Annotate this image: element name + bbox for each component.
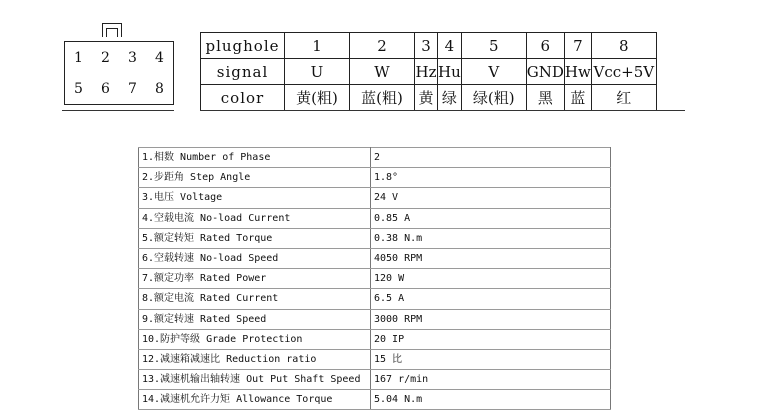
plughole-cell: 1 (285, 33, 350, 59)
plughole-row (201, 33, 657, 59)
spec-row (139, 269, 611, 289)
color-cell: 黄(粗) (285, 85, 350, 111)
spec-param: 12.减速箱减速比 Reduction ratio (139, 349, 371, 369)
spec-param: 1.相数 Number of Phase (139, 148, 371, 168)
row-header-color: color (201, 85, 285, 111)
spec-value: 6.5 A (371, 289, 611, 309)
connector-diagram (62, 20, 175, 112)
connector-pin: 3 (128, 49, 137, 66)
spec-param: 14.减速机允许力矩 Allowance Torque (139, 390, 371, 410)
spec-row (139, 228, 611, 248)
plughole-cell: 5 (461, 33, 526, 59)
spec-row (139, 309, 611, 329)
spec-param: 9.额定转速 Rated Speed (139, 309, 371, 329)
connector-pin: 6 (101, 80, 110, 97)
color-cell: 绿 (438, 85, 462, 111)
spec-value: 24 V (371, 188, 611, 208)
spec-row (139, 208, 611, 228)
row-header-signal: signal (201, 59, 285, 85)
spec-value: 167 r/min (371, 370, 611, 390)
spec-param: 2.步距角 Step Angle (139, 168, 371, 188)
spec-value: 5.04 N.m (371, 390, 611, 410)
color-cell: 绿(粗) (461, 85, 526, 111)
spec-row (139, 289, 611, 309)
spec-param: 7.额定功率 Rated Power (139, 269, 371, 289)
spec-value: 20 IP (371, 329, 611, 349)
connector-pin: 5 (74, 80, 83, 97)
color-cell: 蓝 (564, 85, 591, 111)
connector-pin: 1 (74, 49, 83, 66)
color-cell: 红 (591, 85, 656, 111)
signal-cell: W (350, 59, 415, 85)
spec-row (139, 349, 611, 369)
spec-row (139, 168, 611, 188)
spec-row (139, 370, 611, 390)
plughole-cell: 3 (415, 33, 438, 59)
signal-cell: Hu (438, 59, 462, 85)
spec-param: 5.额定转矩 Rated Torque (139, 228, 371, 248)
plug-table-base-line (200, 110, 685, 111)
signal-cell: V (461, 59, 526, 85)
spec-param: 3.电压 Voltage (139, 188, 371, 208)
signal-cell: Hz (415, 59, 438, 85)
spec-table (138, 147, 611, 410)
connector-pin: 4 (155, 49, 164, 66)
spec-value: 0.38 N.m (371, 228, 611, 248)
connector-pin: 8 (155, 80, 164, 97)
color-row (201, 85, 657, 111)
row-header-plughole: plughole (201, 33, 285, 59)
plughole-cell: 2 (350, 33, 415, 59)
connector-base-line (62, 110, 174, 111)
spec-row (139, 188, 611, 208)
spec-value: 4050 RPM (371, 248, 611, 268)
connector-latch-inner (106, 28, 118, 37)
spec-row (139, 329, 611, 349)
spec-value: 1.8° (371, 168, 611, 188)
spec-value: 120 W (371, 269, 611, 289)
spec-row (139, 248, 611, 268)
spec-param: 6.空载转速 No-load Speed (139, 248, 371, 268)
spec-param: 13.减速机输出轴转速 Out Put Shaft Speed (139, 370, 371, 390)
signal-cell: U (285, 59, 350, 85)
color-cell: 黑 (526, 85, 564, 111)
connector-pin: 2 (101, 49, 110, 66)
connector-pin-grid (64, 41, 174, 105)
spec-row (139, 148, 611, 168)
plughole-table (200, 32, 657, 111)
plughole-cell: 8 (591, 33, 656, 59)
spec-value: 15 比 (371, 349, 611, 369)
signal-cell: Hw (564, 59, 591, 85)
signal-cell: Vcc+5V (591, 59, 656, 85)
spec-param: 8.额定电流 Rated Current (139, 289, 371, 309)
spec-param: 4.空载电流 No-load Current (139, 208, 371, 228)
plughole-cell: 4 (438, 33, 462, 59)
spec-param: 10.防护等级 Grade Protection (139, 329, 371, 349)
signal-row (201, 59, 657, 85)
spec-value: 0.85 A (371, 208, 611, 228)
spec-value: 3000 RPM (371, 309, 611, 329)
spec-value: 2 (371, 148, 611, 168)
color-cell: 蓝(粗) (350, 85, 415, 111)
plughole-cell: 7 (564, 33, 591, 59)
signal-cell: GND (526, 59, 564, 85)
color-cell: 黄 (415, 85, 438, 111)
spec-row (139, 390, 611, 410)
plughole-cell: 6 (526, 33, 564, 59)
connector-pin: 7 (128, 80, 137, 97)
